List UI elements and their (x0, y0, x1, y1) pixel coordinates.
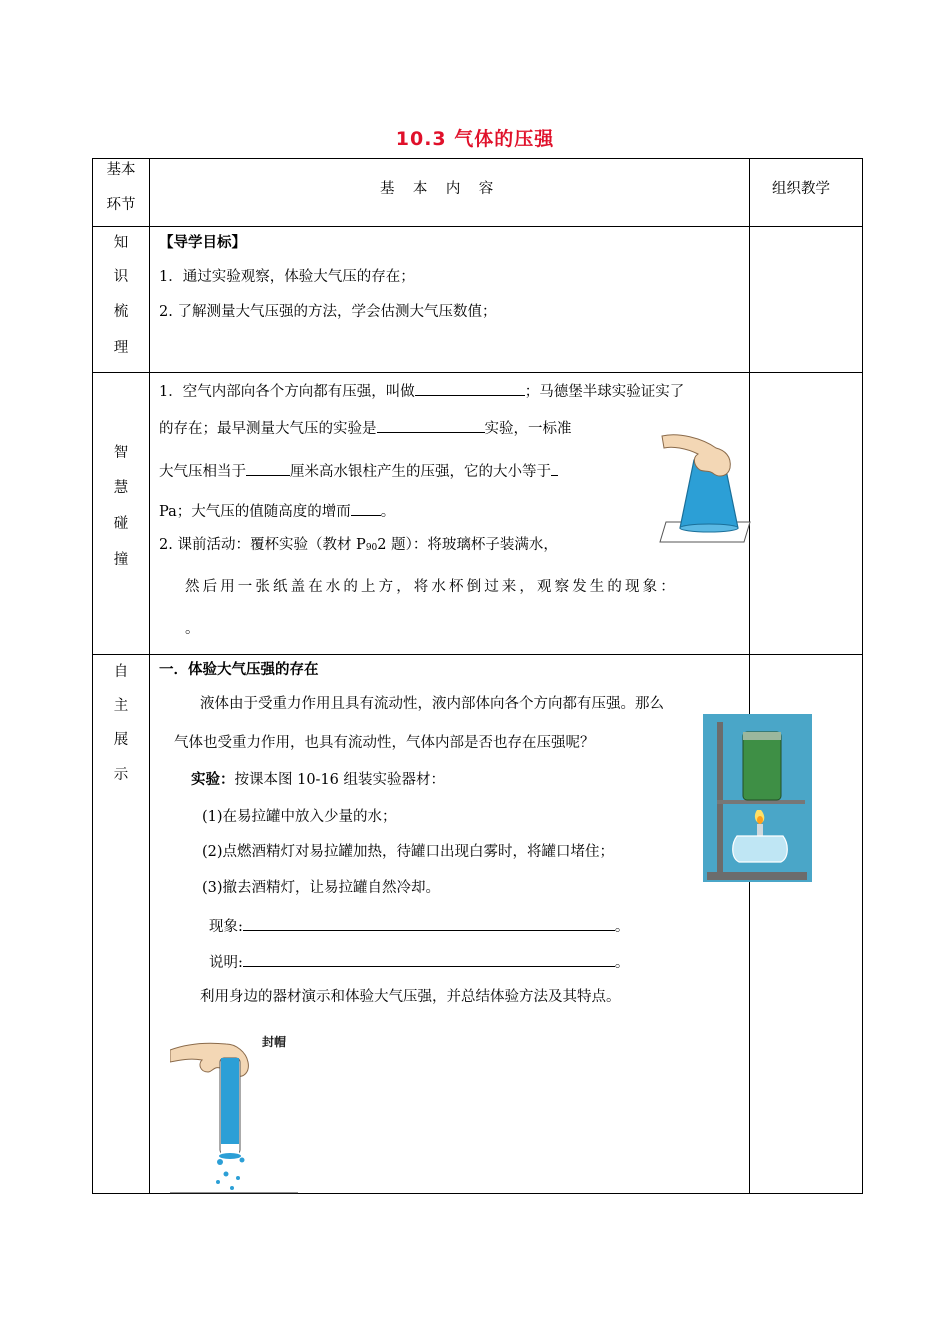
table-divider-2 (749, 158, 750, 1194)
question-2-text-b: 2 题）：将玻璃杯子装满水， (377, 537, 558, 553)
question-1-text-b: ；马德堡半球实验证实了 (524, 384, 685, 400)
header-col1-line1: 基本 (106, 162, 136, 178)
experiment-step-3: (3)撤去酒精灯，让易拉罐自然冷却。 (202, 880, 441, 896)
question-2-line-2: 然后用一张纸盖在水的上方，将水杯倒过来，观察发生的现象： (185, 579, 678, 595)
section-label-zizhu-1: 自 (113, 664, 129, 680)
experiment-step-2: (2)点燃酒精灯对易拉罐加热，待罐口出现白雾时，将罐口堵住； (202, 844, 615, 860)
question-2-line-1 (159, 536, 558, 557)
question-1-line-1 (159, 380, 684, 401)
table-divider-1 (149, 158, 150, 1194)
section-label-zizhu-2: 主 (113, 698, 129, 714)
question-2-text-a: 2. 课前活动：覆杯实验（教材 P (159, 537, 366, 553)
explanation-line (209, 951, 629, 972)
inverted-cup-illustration (658, 430, 758, 545)
paragraph-line-1: 液体由于受重力作用且具有流动性，液内部体向各个方向都有压强。那么 (200, 696, 664, 712)
closing-paragraph: 利用身边的器材演示和体验大气压强，并总结体验方法及其特点。 (200, 989, 621, 1005)
answer-blank-2[interactable] (377, 417, 485, 433)
header-col1-line2: 环节 (106, 197, 136, 213)
answer-blank-1[interactable] (415, 380, 525, 396)
paragraph-line-2: 气体也受重力作用，也具有流动性，气体内部是否也存在压强呢？ (174, 735, 595, 751)
header-col2: 基 本 内 容 (380, 181, 494, 197)
question-1-text-a: 1．空气内部向各个方向都有压强，叫做 (159, 384, 415, 400)
phenomenon-end: 。 (614, 919, 630, 935)
table-row-line-3 (92, 654, 863, 655)
section-label-zizhu-4: 示 (113, 767, 129, 783)
section-label-zhishi-1: 知 (113, 235, 129, 251)
explanation-label: 说明: (209, 955, 243, 971)
section-label-zhihui-2: 慧 (113, 480, 129, 496)
answer-blank-4[interactable] (551, 460, 558, 476)
experiment-step-1: (1)在易拉罐中放入少量的水； (202, 809, 397, 825)
section-label-zhihui-1: 智 (113, 445, 129, 461)
answer-blank-5[interactable] (351, 500, 381, 516)
phenomenon-blank[interactable] (243, 915, 615, 931)
question-1-line-3 (159, 460, 558, 481)
guide-goals-heading: 【导学目标】 (159, 235, 246, 251)
goal-item-1: 1．通过实验观察，体验大气压的存在； (159, 269, 415, 285)
page-title: 10.3 气体的压强 (395, 128, 555, 150)
section-label-zhishi-4: 理 (113, 340, 129, 356)
textbook-page-subscript: 90 (365, 543, 378, 553)
experiment-line (191, 771, 445, 789)
table-border-right (862, 158, 863, 1194)
explanation-blank[interactable] (243, 951, 615, 967)
table-row-line-2 (92, 372, 863, 373)
question-1-text-c: 的存在；最早测量大气压的实验是 (159, 421, 377, 437)
question-1-line-2 (159, 417, 572, 438)
question-2-line-3: 。 (185, 621, 200, 637)
section-label-zhishi-2: 识 (113, 269, 129, 285)
section-label-zhishi-3: 梳 (113, 304, 129, 320)
table-border-top (92, 158, 863, 159)
question-1-text-h: 。 (380, 504, 396, 520)
goal-item-2: 2. 了解测量大气压强的方法，学会估测大气压数值； (159, 304, 497, 320)
section-heading-experience: 一．体验大气压强的存在 (159, 662, 319, 678)
answer-blank-3[interactable] (246, 460, 290, 476)
question-1-text-d: 实验，一标准 (484, 421, 572, 437)
table-row-line-1 (92, 226, 863, 227)
experiment-label: 实验： (191, 772, 235, 788)
section-label-zhihui-4: 撞 (113, 552, 129, 568)
test-tube-hand-illustration (170, 1032, 300, 1194)
phenomenon-line (209, 915, 629, 936)
experiment-text: 按课本图 10-16 组装实验器材： (234, 772, 446, 788)
question-1-text-e: 大气压相当于 (159, 464, 246, 480)
question-1-line-4 (159, 500, 395, 521)
section-label-zhihui-3: 碰 (113, 516, 129, 532)
explanation-end: 。 (614, 955, 630, 971)
question-1-text-f: 厘米高水银柱产生的压强，它的大小等于 (290, 464, 551, 480)
heated-can-illustration (703, 714, 812, 882)
header-col3: 组织教学 (772, 181, 830, 197)
phenomenon-label: 现象: (209, 919, 243, 935)
question-1-text-g: Pa；大气压的值随高度的增而 (159, 504, 351, 520)
section-label-zizhu-3: 展 (113, 732, 129, 748)
cap-label: 封帽 (262, 1035, 287, 1049)
